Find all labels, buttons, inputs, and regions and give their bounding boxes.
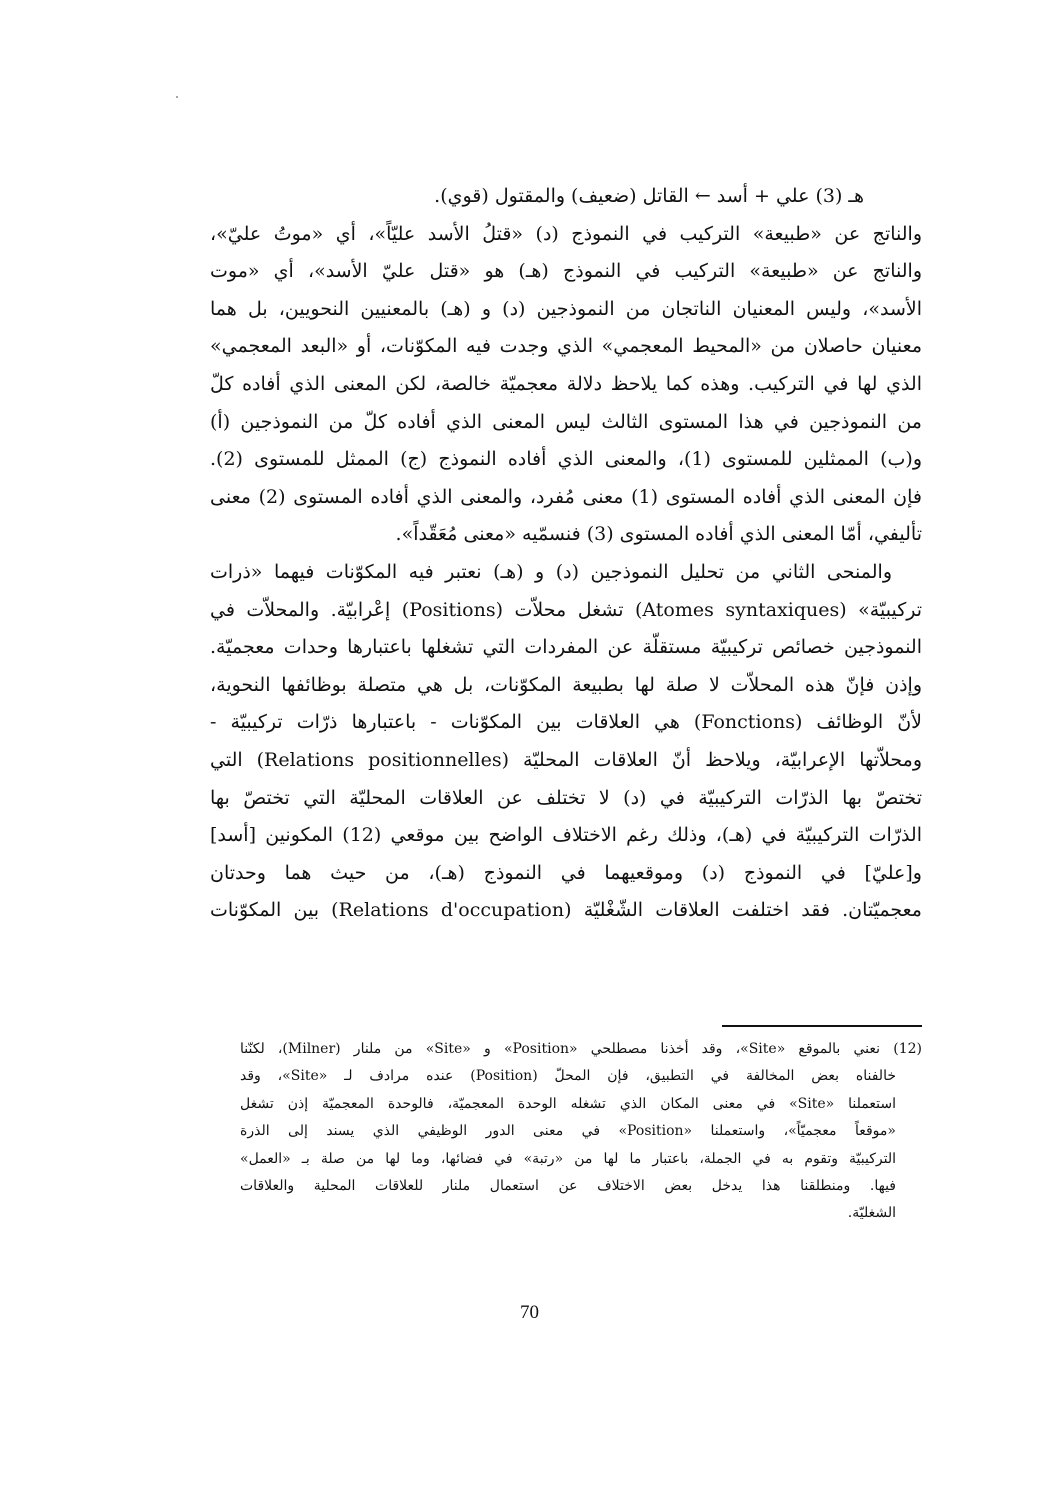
text-line: وإذن فإنّ هذه المحلاّت لا صلة لها بطبيعة المكوّنات، بل هي متصلة بوظائفها النحوية، bbox=[210, 673, 922, 696]
text-line: لأنّ الوظائف (Fonctions) هي العلاقات بين المكوّنات - باعتبارها ذرّات تركيبيّة - bbox=[210, 711, 922, 734]
text-line: والناتج عن «طبيعة» التركيب في النموذج (د) «قتلُ الأسد عليّاً»، أي «موتُ عليّ»، bbox=[210, 222, 922, 245]
footnote-line: الشغليّة. bbox=[847, 1205, 896, 1222]
page-number: 70 bbox=[520, 1302, 539, 1323]
scan-speck bbox=[176, 96, 178, 98]
text-line: والناتج عن «طبيعة» التركيب في النموذج (هـ) هو «قتل عليّ الأسد»، أي «موت bbox=[210, 260, 922, 283]
text-line: تركيبيّة» (Atomes syntaxiques) تشغل محلاّت (Positions) إعْرابيّة. والمحلاّت في bbox=[210, 598, 922, 621]
footnote-block bbox=[240, 1036, 922, 1228]
footnote-line: (12) نعني بالموقع «Site»، وقد أخذنا مصطلحي «Position» و «Site» من ملنار (Milner)، لكنّنا bbox=[240, 1041, 922, 1057]
footnote-line: «موقعاً معجميّاً»، واستعملنا «Position» في معنى الدور الوظيفي الذي يسند إلى الذرة bbox=[240, 1123, 896, 1140]
footnote-line: خالفناه بعض المخالفة في التطبيق، فإن المحلّ (Position) عنده مرادف لـ «Site»، وقد bbox=[240, 1068, 896, 1085]
footnote-line: فيها. ومنطلقنا هذا يدخل بعض الاختلاف عن استعمال ملنار للعلاقات المحلية والعلاقات bbox=[240, 1177, 896, 1194]
text-line: النموذجين خصائص تركيبيّة مستقلّة عن المفردات التي تشغلها باعتبارها وحدات معجميّة. bbox=[210, 636, 922, 659]
text-line: تأليفي، أمّا المعنى الذي أفاده المستوى (3) فنسمّيه «معنى مُعَقّداً». bbox=[395, 523, 922, 546]
text-line: والمنحى الثاني من تحليل النموذجين (د) و (هـ) نعتبر فيه المكوّنات فيهما «ذرات bbox=[210, 560, 892, 583]
text-line: فإن المعنى الذي أفاده المستوى (1) معنى مُفرد، والمعنى الذي أفاده المستوى (2) معنى bbox=[210, 485, 922, 508]
text-line: ومحلاّتها الإعرابيّة، ويلاحظ أنّ العلاقات المحليّة (Relations positionnelles) التي bbox=[210, 748, 922, 771]
text-line: الذي لها في التركيب. وهذه كما يلاحظ دلالة معجميّة خالصة، لكن المعنى الذي أفاده كلّ bbox=[210, 372, 922, 395]
footnote-divider bbox=[722, 1025, 922, 1027]
text-line: معنيان حاصلان من «المحيط المعجمي» الذي وجدت فيه المكوّنات، أو «البعد المعجمي» bbox=[210, 335, 922, 358]
text-line: و(ب) الممثلين للمستوى (1)، والمعنى الذي أفاده النموذج (ج) الممثل للمستوى (2). bbox=[210, 448, 922, 471]
example-line: هـ (3) علي + أسد ← القاتل (ضعيف) والمقتول (قوي). bbox=[434, 185, 864, 207]
footnote-line: التركيبيّة وتقوم به في الجملة، باعتبار ما لها من «رتبة» في فضائها، وما لها من صلة بـ «العمل» bbox=[240, 1150, 896, 1167]
text-line: الذرّات التركيبيّة في (هـ)، وذلك رغم الاختلاف الواضح بين موقعي (12) المكونين [أسد] bbox=[210, 824, 922, 847]
text-line: تختصّ بها الذرّات التركيبيّة في (د) لا تختلف عن العلاقات المحليّة التي تختصّ بها bbox=[210, 786, 922, 809]
text-line: من النموذجين في هذا المستوى الثالث ليس المعنى الذي أفاده كلّ من النموذجين (أ) bbox=[210, 410, 922, 433]
text-line: الأسد»، وليس المعنيان الناتجان من النموذجين (د) و (هـ) بالمعنيين النحويين، بل هما bbox=[210, 297, 922, 320]
footnote-line: استعملنا «Site» في معنى المكان الذي تشغله الوحدة المعجميّة، فالوحدة المعجميّة إذن تشغل bbox=[240, 1095, 896, 1112]
main-text bbox=[210, 178, 922, 930]
text-line: معجميّتان. فقد اختلفت العلاقات الشّغْليّة (Relations d'occupation) بين المكوّنات bbox=[210, 899, 922, 922]
text-line: و[عليّ] في النموذج (د) وموقعيهما في النموذج (هـ)، من حيث هما وحدتان bbox=[210, 861, 922, 884]
